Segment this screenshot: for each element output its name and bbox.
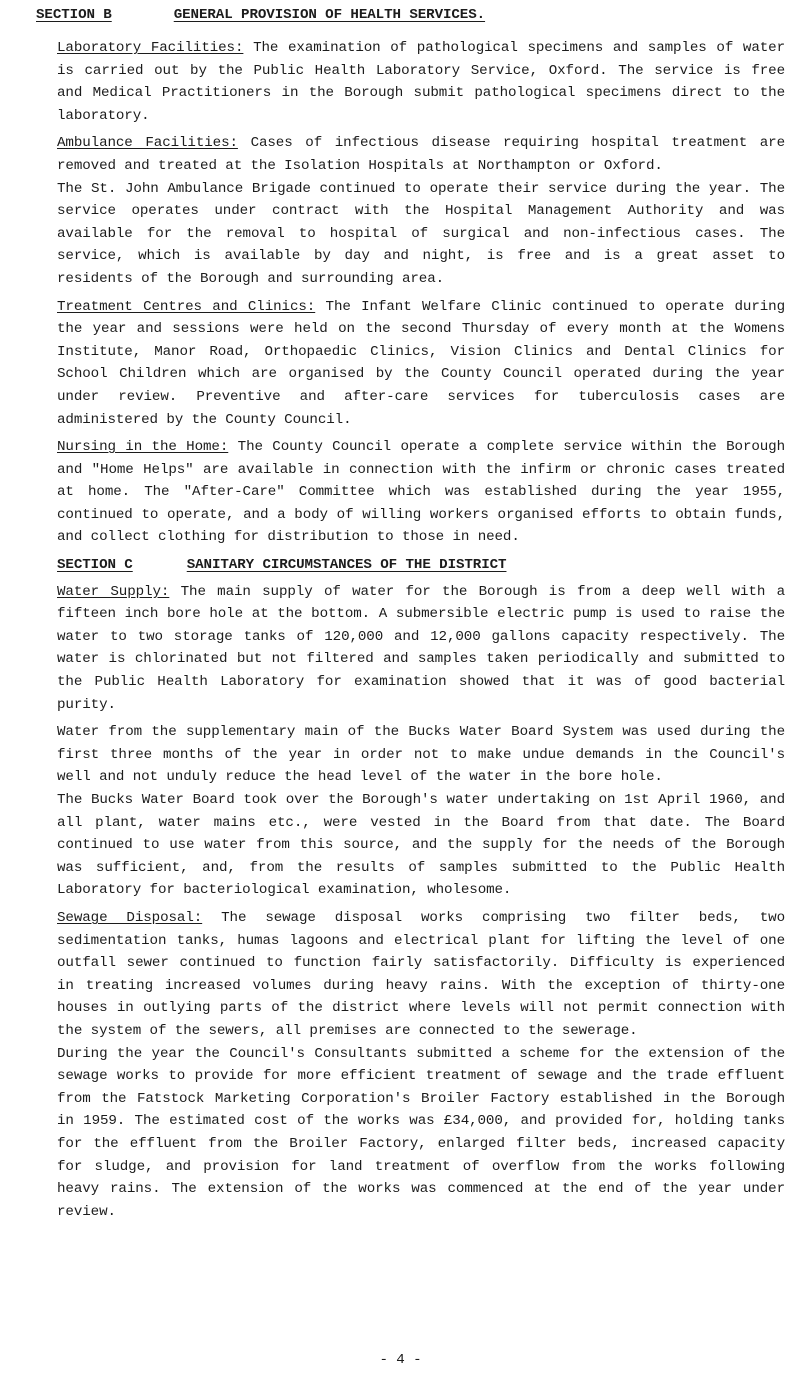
water-text: The main supply of water for the Borough is from a deep well with a fifteen inch bore hole at the bottom. A submersible electric pump is used to raise the water to two storage tanks of 120,000 and 12,000 gallons capacity respectively. The water is chlorinated but not filtered and samples taken periodically and submitted to the Public Health Laboratory for examination showed that it was of good bacterial purity.	[57, 583, 785, 713]
nursing-text: The County Council operate a complete service within the Borough and "Home Helps" are available in connection with the infirm or chronic cases treated at home. The "After-Care" Committee which was established during the year 1955, continued to operate, and a body of willing workers organised efforts to obtain funds, and collect clothing for distribution to those in need.	[57, 439, 786, 546]
page-number: - 4 -	[379, 1352, 422, 1368]
section-c-heading	[57, 554, 785, 577]
water-paragraph-3: The Bucks Water Board took over the Borough's water undertaking on 1st April 1960, and all plant, water mains etc., were vested in the Board from that date. The Board continued to use water from this source, and the supply for the needs of the Borough was sufficient, and, from the results of samples submitted to the Public Health Laboratory for bacteriological examination, wholesome.	[57, 792, 785, 899]
laboratory-paragraph	[57, 37, 785, 127]
ambulance-heading: Ambulance Facilities:	[57, 135, 238, 152]
laboratory-heading: Laboratory Facilities:	[57, 40, 244, 56]
section-c-label: SECTION C	[57, 557, 133, 574]
section-title: GENERAL PROVISION OF HEALTH SERVICES.	[173, 7, 486, 23]
section-c-title: SANITARY CIRCUMSTANCES OF THE DISTRICT	[186, 557, 507, 574]
sewage-heading: Sewage Disposal:	[57, 909, 203, 926]
sewage-paragraph-2: During the year the Council's Consultants submitted a scheme for the extension of the sewage works to provide for more efficient treatment of sewage and the trade effluent from the Fatstock Marketing Corporation's Broiler Factory established in the Borough in 1959. The estimated cost of the works was £34,000, and provided for, holding tanks for the effluent from the Broiler Factory, enlarged filter beds, increased capacity for sludge, and provision for land treatment of overflow from the works following heavy rains. The extension of the works was commenced at the end of the year under review.	[57, 1045, 785, 1220]
water-heading: Water Supply:	[57, 583, 170, 600]
section-label: SECTION B	[36, 7, 112, 23]
sewage-text: The sewage disposal works comprising two filter beds, two sedimentation tanks, humas lagoons and electrical plant for lifting the level of one outfall sewer continued to function fairly satisfactorily. Difficulty is experienced in treating increased volumes during heavy rains. With the exception of thirty-one houses in outlying parts of the district where levels will not permit connection with the system of the sewers, all premises are connected to the sewerage.	[57, 909, 786, 1039]
treatment-text: The Infant Welfare Clinic continued to operate during the year and sessions were held on the second Thursday of every month at the Womens Institute, Manor Road, Orthopaedic Clinics, Vision Clinics and Dental Clinics for School Children which are organised by the County Council operated during the year under review. Preventive and after-care services for tuberculosis cases are administered by the County Council.	[57, 298, 786, 428]
document-body	[57, 37, 785, 1228]
nursing-heading: Nursing in the Home:	[57, 439, 229, 456]
laboratory-text: The examination of pathological specimens and samples of water is carried out by the Public Health Laboratory Service, Oxford. The service is free and Medical Practitioners in the Borough submit pathological specimens direct to the laboratory.	[57, 40, 785, 124]
page-header	[36, 4, 485, 28]
ambulance-text: Cases of infectious disease requiring hospital treatment are removed and treated at the Isolation Hospitals at Northampton or Oxford.	[57, 135, 785, 174]
nursing-paragraph	[57, 436, 785, 549]
treatment-paragraph	[57, 296, 785, 432]
sewage-paragraph	[57, 907, 785, 1043]
water-paragraph	[57, 581, 785, 717]
ambulance-paragraph-2: The St. John Ambulance Brigade continued to operate their service during the year. The service operates under contract with the Hospital Management Authority and was available for the removal to hospital of surgical and non-infectious cases. The service, which is available by day and night, is free and is a great asset to residents of the Borough and surrounding area.	[57, 180, 785, 287]
treatment-heading: Treatment Centres and Clinics:	[57, 298, 316, 315]
ambulance-paragraph	[57, 132, 785, 177]
water-paragraph-2: Water from the supplementary main of the Bucks Water Board System was used during the first three months of the year in order not to make undue demands in the Council's well and not unduly reduce the head level of the water in the bore hole.	[57, 724, 785, 786]
